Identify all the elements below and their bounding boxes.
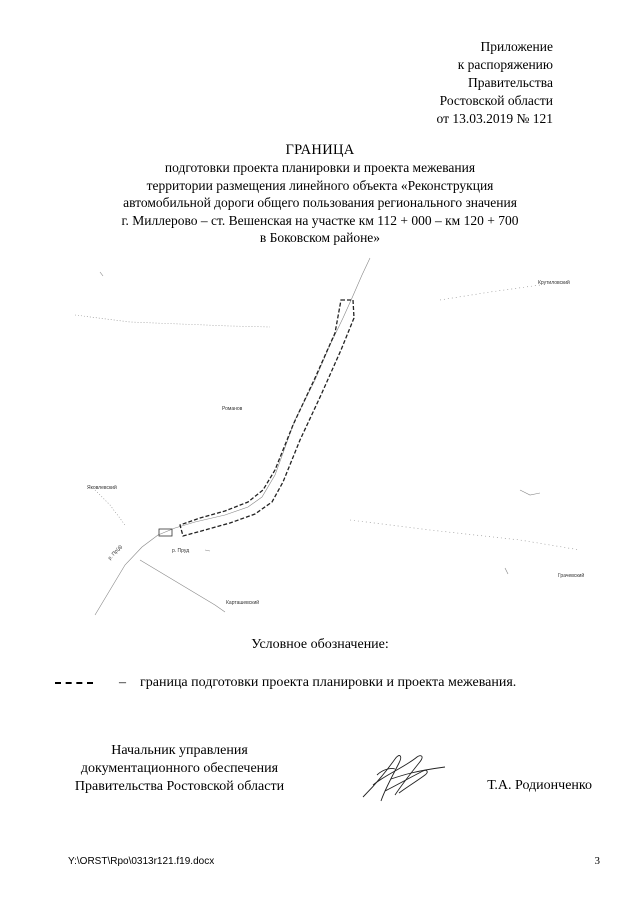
subtitle-line: г. Миллерово – ст. Вешенская на участке км 112 + 000 – км 120 + 700 (121, 212, 519, 228)
annex-line: от 13.03.2019 № 121 (436, 111, 553, 126)
handwritten-signature (355, 745, 450, 810)
signatory-position (62, 742, 297, 796)
legend-dash: – (119, 675, 126, 690)
subtitle-line: в Боковском районе» (259, 230, 381, 245)
map-tick (505, 568, 508, 574)
annex-line: Правительства (468, 75, 553, 90)
map-track (95, 490, 125, 525)
subtitle-line: территории размещения линейного объекта «Реконструкция (146, 177, 494, 193)
boundary-map (0, 250, 640, 630)
document-subtitle (60, 159, 580, 247)
map-tick (205, 550, 210, 551)
position-line: документационного обеспечения (80, 761, 279, 776)
legend-title: Условное обозначение: (251, 637, 389, 652)
page-number: 3 (594, 855, 600, 867)
map-label-romanov: Романов (222, 406, 243, 412)
subtitle-line: автомобильной дороги общего пользования регионального значения (123, 195, 517, 210)
annex-line: Приложение (480, 39, 553, 54)
map-track (520, 490, 540, 495)
map-label-krutogorskiy: Крутиловский (538, 280, 570, 286)
map-label-grachevskiy: Грачевский (558, 573, 585, 579)
file-path: Y:\ORST\Rpo\0313r121.f19.docx (68, 856, 215, 867)
dashed-line-swatch (55, 682, 93, 684)
legend-row (55, 675, 516, 691)
map-track (350, 520, 580, 550)
annex-block (353, 38, 553, 128)
map-track (440, 285, 540, 300)
map-road (95, 535, 158, 615)
title-heading: ГРАНИЦА (285, 142, 355, 158)
position-line: Правительства Ростовской области (74, 779, 285, 794)
position-line: Начальник управления (111, 743, 248, 758)
map-label-stream: р. Пр(д) (107, 543, 124, 562)
document-title (0, 141, 640, 159)
map-track (75, 315, 270, 327)
map-road (343, 258, 370, 318)
annex-line: к распоряжению (457, 57, 553, 72)
signatory-name: Т.А. Родионченко (487, 778, 592, 793)
annex-line: Ростовской области (439, 93, 553, 108)
map-label-yakovlevskiy: Яковлевский (87, 485, 117, 491)
map-label-prud: р. Пруд (172, 548, 190, 554)
planning-boundary (180, 300, 354, 536)
subtitle-line: подготовки проекта планировки и проекта межевания (164, 160, 476, 175)
map-label-kartashevskiy: Карташевский (226, 600, 260, 606)
legend-text: граница подготовки проекта планировки и проекта межевания. (140, 675, 517, 690)
map-road (140, 560, 225, 612)
map-tick (100, 272, 103, 276)
map-road (158, 318, 343, 535)
